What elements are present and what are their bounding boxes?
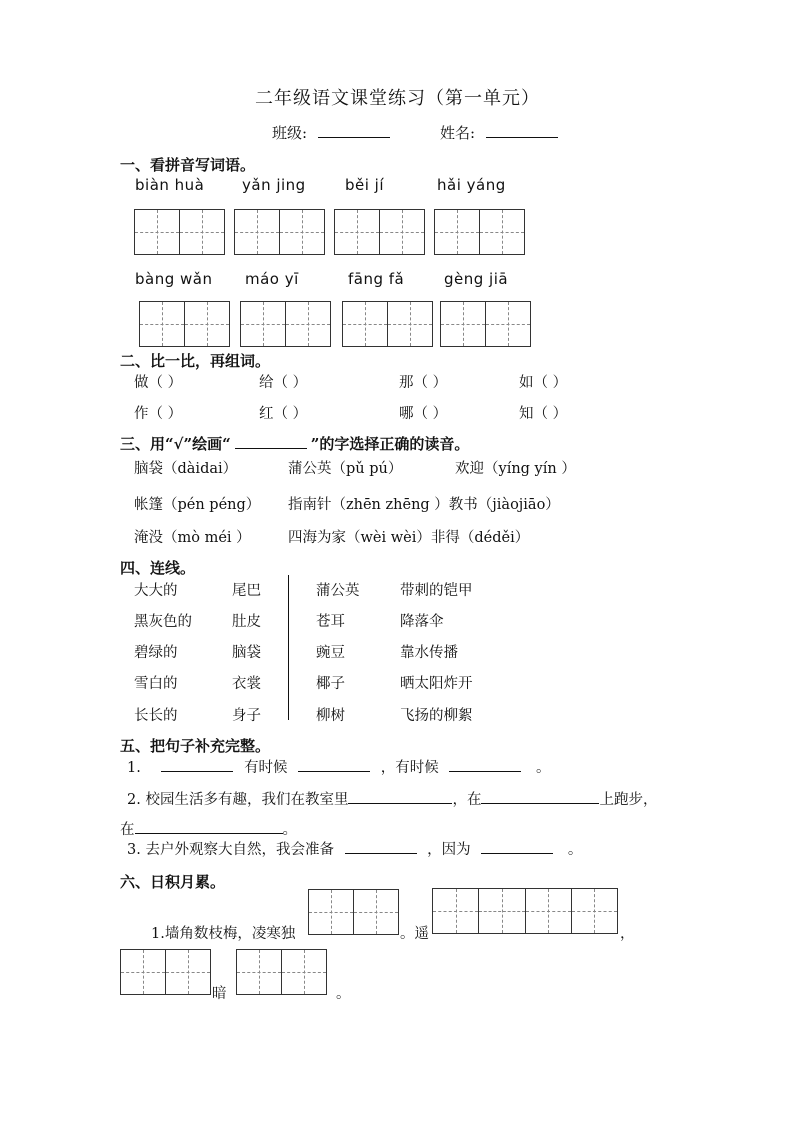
match-left[interactable]: 大大的 [134, 583, 178, 599]
reading-item[interactable]: 淹没（mò méi ） [134, 530, 251, 546]
fill-blank[interactable] [348, 789, 452, 804]
sentence-2: 2. 校园生活多有趣，我们在教室里 ，在 上跑步， [127, 788, 657, 809]
pinyin: gèng jiā [444, 270, 509, 288]
writing-grid[interactable] [308, 889, 399, 935]
pinyin: biàn huà [135, 176, 205, 194]
fill-blank[interactable] [135, 819, 283, 834]
divider [288, 575, 289, 720]
match-right[interactable]: 肚皮 [232, 614, 261, 630]
writing-grid[interactable] [139, 301, 230, 347]
writing-grid[interactable] [134, 209, 225, 255]
reading-item[interactable]: 蒲公英（pǔ pú） [288, 461, 403, 477]
reading-item[interactable]: 欢迎（yíng yín ） [455, 461, 576, 477]
match-left[interactable]: 柳树 [316, 708, 345, 724]
fill-blank[interactable] [298, 757, 370, 772]
match-right[interactable]: 衣裳 [232, 676, 261, 692]
pinyin: máo yī [245, 270, 299, 288]
writing-grid[interactable] [440, 301, 531, 347]
match-left[interactable]: 豌豆 [316, 645, 345, 661]
match-right[interactable]: 带刺的铠甲 [400, 583, 473, 599]
writing-grid[interactable] [432, 888, 618, 934]
poem-line-2a: 暗 [212, 986, 227, 1002]
sentence-2-cont: 在 。 [120, 818, 297, 839]
class-blank[interactable] [318, 123, 390, 138]
poem-line-1a: 1.墙角数枝梅，凌寒独 [151, 926, 296, 942]
reading-item[interactable]: 四海为家（wèi wèi）非得（déděi） [288, 530, 530, 546]
pinyin: bàng wǎn [135, 270, 213, 288]
match-left[interactable]: 黑灰色的 [134, 614, 192, 630]
pinyin: hǎi yáng [437, 176, 506, 194]
writing-grid[interactable] [334, 209, 425, 255]
name-label: 姓名: [440, 124, 476, 142]
match-right[interactable]: 飞扬的柳絮 [400, 708, 473, 724]
compare-item[interactable]: 知（ ） [519, 406, 568, 422]
section6-heading: 六、日积月累。 [120, 873, 226, 891]
fill-blank[interactable] [345, 839, 417, 854]
match-right[interactable]: 靠水传播 [400, 645, 458, 661]
poem-line-1b: 。遥 [400, 926, 429, 942]
match-right[interactable]: 尾巴 [232, 583, 261, 599]
reading-item[interactable]: 帐篷（pén péng） [134, 497, 261, 513]
class-field[interactable] [272, 122, 390, 143]
writing-grid[interactable] [120, 949, 211, 995]
match-left[interactable]: 椰子 [316, 676, 345, 692]
match-left[interactable]: 蒲公英 [316, 583, 360, 599]
section3-heading: 三、用“√”绘画“ ”的字选择正确的读音。 [120, 435, 470, 453]
section1-heading: 一、看拼音写词语。 [120, 156, 256, 174]
match-left[interactable]: 碧绿的 [134, 645, 178, 661]
match-left[interactable]: 雪白的 [134, 676, 178, 692]
poem-line-1c: ， [620, 926, 635, 942]
reading-item[interactable]: 指南针（zhēn zhēng ）教书（jiàojiāo） [288, 497, 560, 513]
page-title: 二年级语文课堂练习（第一单元） [255, 88, 540, 109]
writing-grid[interactable] [236, 949, 327, 995]
pinyin: běi jí [345, 176, 385, 194]
match-right[interactable]: 身子 [232, 708, 261, 724]
fill-blank[interactable] [161, 757, 233, 772]
match-left[interactable]: 苍耳 [316, 614, 345, 630]
fill-blank[interactable] [481, 839, 553, 854]
class-label: 班级: [272, 124, 308, 142]
poem-line-2b: 。 [336, 986, 351, 1002]
pinyin: yǎn jing [242, 176, 306, 194]
pinyin: fāng fǎ [348, 270, 405, 288]
match-right[interactable]: 降落伞 [400, 614, 444, 630]
name-blank[interactable] [486, 123, 558, 138]
compare-item[interactable]: 如（ ） [519, 375, 568, 391]
compare-item[interactable]: 给（ ） [259, 375, 308, 391]
name-field[interactable] [440, 122, 558, 143]
match-left[interactable]: 长长的 [134, 708, 178, 724]
writing-grid[interactable] [434, 209, 525, 255]
section4-heading: 四、连线。 [120, 559, 196, 577]
sentence-1: 1. 有时候 ，有时候 。 [127, 756, 551, 777]
reading-item[interactable]: 脑袋（dàidai） [134, 461, 238, 477]
writing-grid[interactable] [342, 301, 433, 347]
fill-blank[interactable] [449, 757, 521, 772]
sentence-3: 3. 去户外观察大自然，我会准备 ，因为 。 [127, 838, 582, 859]
compare-item[interactable]: 那（ ） [399, 375, 448, 391]
match-right[interactable]: 脑袋 [232, 645, 261, 661]
compare-item[interactable]: 哪（ ） [399, 406, 448, 422]
writing-grid[interactable] [240, 301, 331, 347]
compare-item[interactable]: 做（ ） [134, 375, 183, 391]
writing-grid[interactable] [234, 209, 325, 255]
compare-item[interactable]: 红（ ） [259, 406, 308, 422]
fill-blank[interactable] [481, 789, 599, 804]
section2-heading: 二、比一比，再组词。 [120, 352, 271, 370]
match-right[interactable]: 晒太阳炸开 [400, 676, 473, 692]
section5-heading: 五、把句子补充完整。 [120, 737, 271, 755]
compare-item[interactable]: 作（ ） [134, 406, 183, 422]
